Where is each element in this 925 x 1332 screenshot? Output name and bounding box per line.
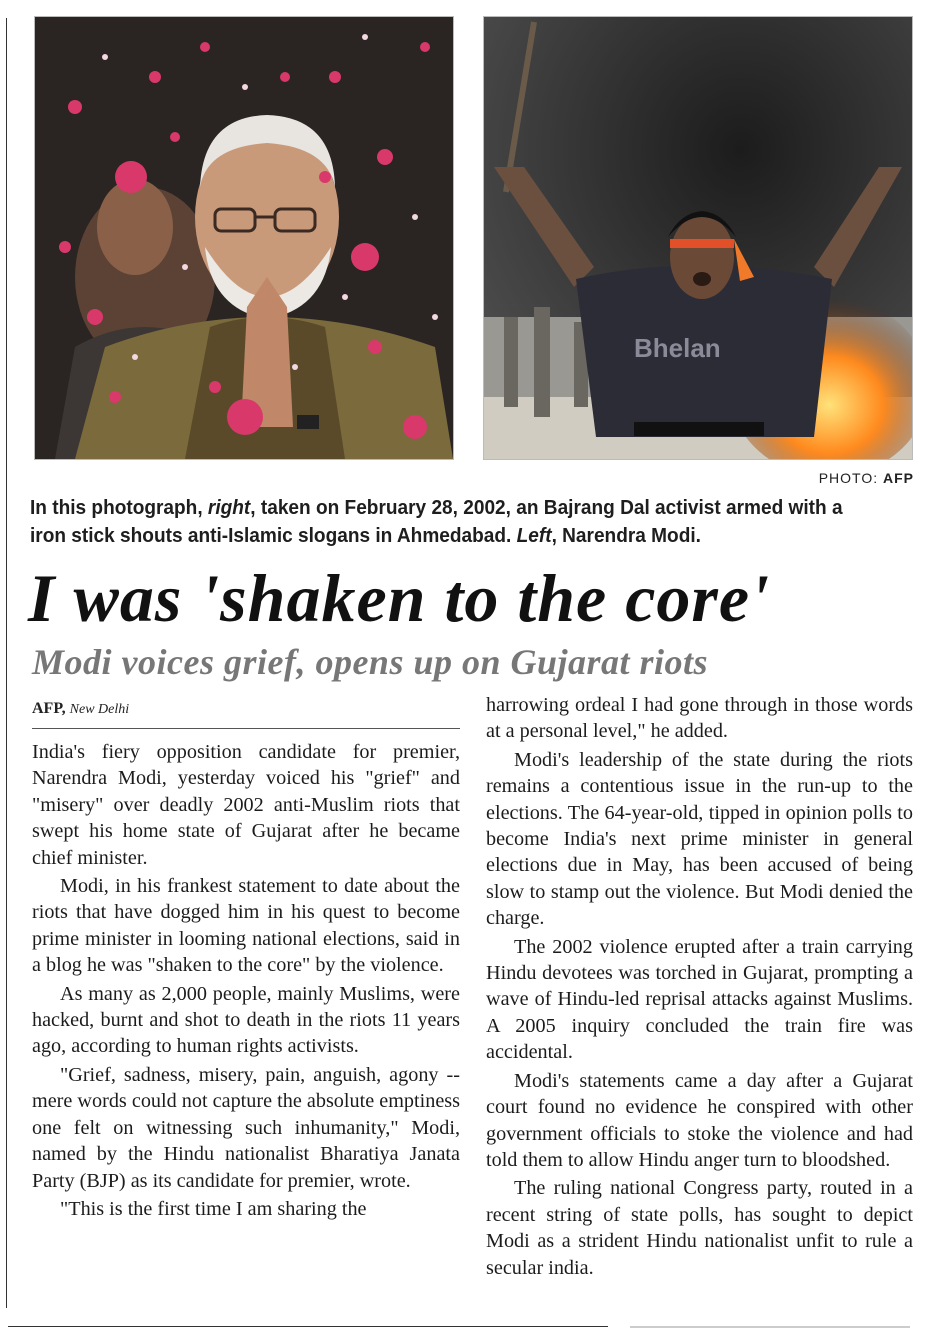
subheadline: Modi voices grief, opens up on Gujarat riots: [32, 642, 709, 682]
byline: [32, 700, 129, 718]
byline-divider: [32, 728, 460, 729]
paragraph: Modi's leadership of the state during the riots remains a contentious issue in the run-up to the elections. The 64-year-old, tipped in opinion polls to become India's next prime minister in general elections due in May, has been accused of being slow to stamp out the violence. But Modi denied the charge.: [486, 748, 913, 930]
photo-caption: [30, 494, 848, 550]
paragraph: The ruling national Congress party, routed in a recent string of state polls, has sought to depict Modi as a strident Hindu nationalist unfit to rule a secular india.: [486, 1177, 913, 1279]
paragraph: "Grief, sadness, misery, pain, anguish, agony -- mere words could not capture the absolute emptiness one felt on witnessing such inhumanity," Modi, named by the Hindu nationalist Bharatiya Janata Party (BJP) as its candidate for premier, wrote.: [32, 1063, 460, 1192]
paragraph: The 2002 violence erupted after a train carrying Hindu devotees was torched in Gujarat, prompting a wave of Hindu-led reprisal attacks against Muslims. A 2005 inquiry concluded the train fire was accidental.: [486, 935, 913, 1064]
article-column-right: [486, 692, 913, 1283]
caption-left-word: Left: [516, 524, 552, 547]
paragraph: Modi's statements came a day after a Gujarat court found no evidence he conspired with other government officials to stoke the violence and had told them to allow Hindu anger turn to bloodshed.: [486, 1069, 913, 1171]
svg-text:Bhelan: Bhelan: [634, 333, 721, 363]
article-column-left: [32, 739, 460, 1224]
photo-bajrang-dal-activist: [483, 16, 913, 460]
caption-right-word: right: [207, 496, 251, 519]
photo-credit-source: AFP: [883, 470, 914, 486]
photo-modi-illustration: [35, 17, 453, 459]
paragraph: harrowing ordeal I had gone through in those words at a personal level," he added.: [486, 694, 913, 743]
photo-credit: [784, 470, 914, 486]
bottom-rule: [8, 1326, 608, 1327]
caption-text-1: In this photograph,: [30, 496, 208, 519]
photo-narendra-modi: [34, 16, 454, 460]
headline: I was 'shaken to the core': [28, 560, 770, 636]
caption-text-2: , taken on February 28, 2002, an Bajrang Dal activist armed with a iron stick shouts anti-Islamic slogans in Ahmedabad.: [30, 496, 843, 547]
paragraph: Modi, in his frankest statement to date about the riots that have dogged him in his quest to become prime minister in looming national elections, said in a blog he was "shaken to the core" by the violence.: [32, 875, 460, 977]
paragraph: As many as 2,000 people, mainly Muslims, were hacked, burnt and shot to death in the riots 11 years ago, according to human rights activists.: [32, 982, 460, 1058]
paragraph: "This is the first time I am sharing the: [60, 1197, 367, 1220]
paragraph: India's fiery opposition candidate for premier, Narendra Modi, yesterday voiced his "grief" and "misery" over deadly 2002 anti-Muslim riots that swept his home state of Gujarat after he became chief minister.: [32, 741, 460, 869]
caption-text-3: , Narendra Modi.: [551, 524, 701, 547]
bottom-rule-right: [630, 1326, 910, 1328]
photo-activist-illustration: [484, 17, 912, 459]
left-column-rule: [6, 18, 7, 1308]
byline-place: New Delhi: [69, 702, 130, 717]
photo-credit-label: PHOTO:: [818, 470, 879, 486]
byline-agency: AFP,: [32, 700, 66, 717]
